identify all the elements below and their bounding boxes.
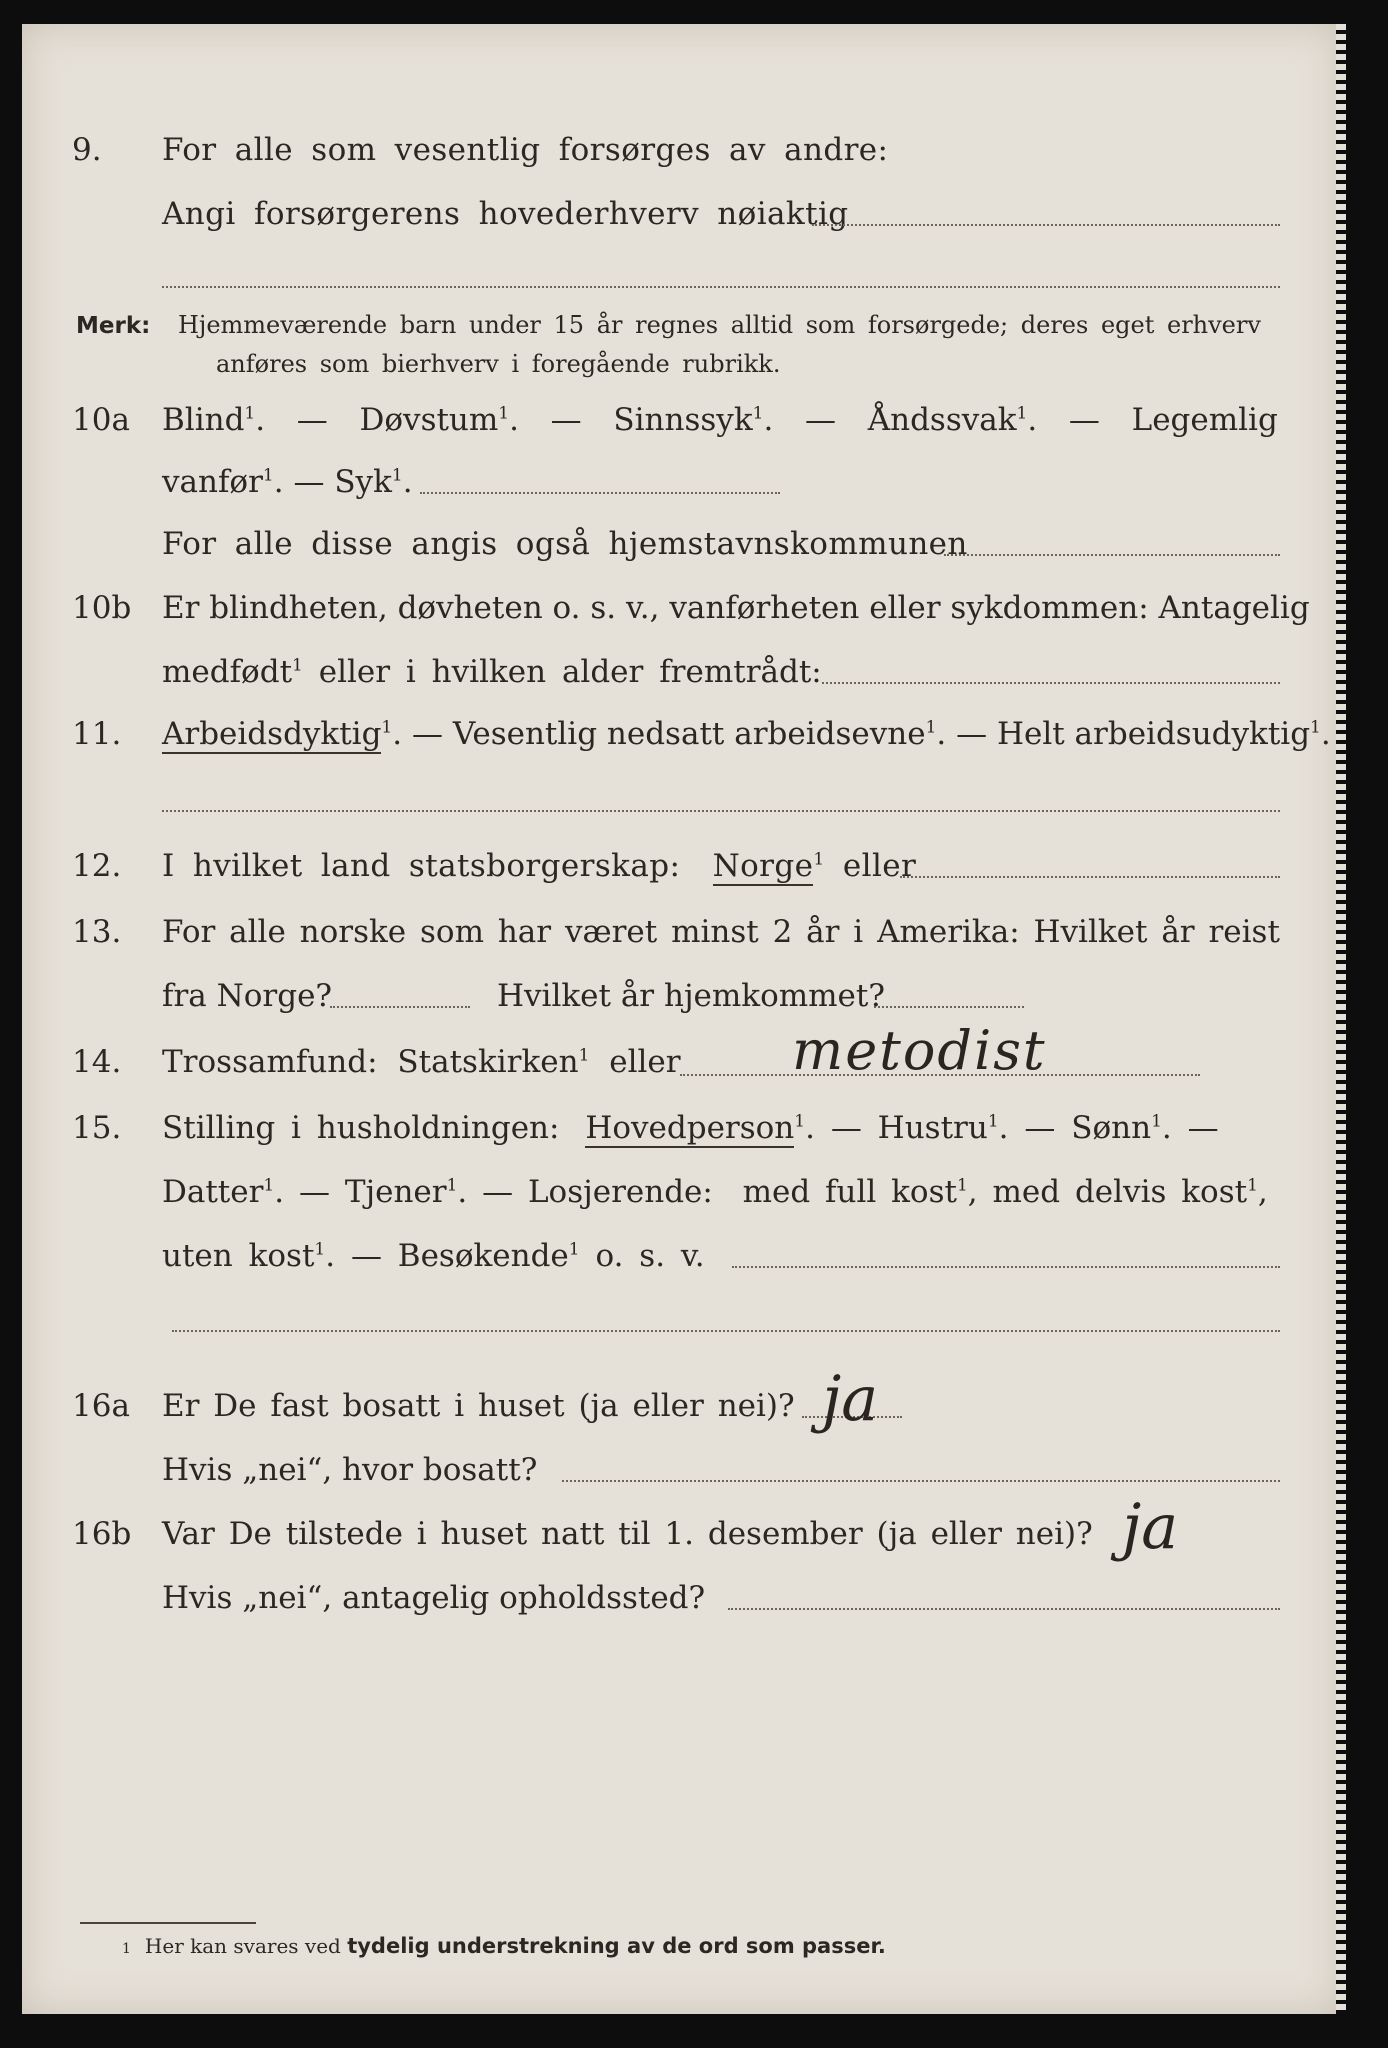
footnote-bold: tydelig understrekning av de ord som passer. [347,1934,886,1958]
q9-line2 [22,196,1340,246]
q14-label: Trossamfund: [162,1044,378,1080]
option-dovstum[interactable]: Døvstum [359,402,499,438]
option-vanfor[interactable]: vanfør [162,464,263,500]
q10a-options-2: vanfør$^1$. — Syk$^1$. [162,464,413,500]
q16b-opphold-line[interactable] [728,1608,1280,1610]
q13-reist-label: fra Norge? [162,978,333,1014]
option-hustru[interactable]: Hustru [877,1110,988,1146]
option-legemlig[interactable]: Legemlig [1131,402,1278,438]
q10b-line1 [22,590,1340,640]
q15-options-2: Datter$^1$. — Tjener$^1$. — Losjerende: med full kost$^1$, med delvis kost$^1$, [162,1174,1268,1210]
q15-options-1: Stilling i husholdningen: Hovedperson$^1$. — Hustru$^1$. — Sønn$^1$. — [162,1110,1219,1146]
q14-number: 14. [72,1044,122,1080]
option-andssvak[interactable]: Åndssvak [867,402,1017,438]
option-datter[interactable]: Datter [162,1174,264,1210]
q15-line2 [22,1174,1340,1224]
option-nedsatt[interactable]: Vesentlig nedsatt arbeidsevne [452,716,926,752]
q13-text: For alle norske som har været minst 2 år i Amerika: Hvilket år reist [162,914,1280,950]
q15-options-3: uten kost$^1$. — Besøkende$^1$ o. s. v. [162,1238,705,1274]
q10b-answer-line[interactable] [822,682,1280,684]
footnote-prefix: Her kan svares ved [144,1934,341,1958]
q13-hjemkommet-line[interactable] [874,1006,1024,1008]
q10b-text: Er blindheten, døvheten o. s. v., vanførheten eller sykdommen: Antagelig [162,590,1310,626]
q13-hjemkommet-label: Hvilket år hjemkommet? [497,978,885,1014]
q16a-line1 [22,1388,1340,1438]
q10a-line1 [22,402,1340,452]
option-tjener[interactable]: Tjener [344,1174,447,1210]
q15-label: Stilling i husholdningen: [162,1110,560,1146]
q10b-line2 [22,654,1340,704]
q9-answer-line-2[interactable] [162,286,1280,288]
q9-number: 9. [72,132,102,168]
q14-line [22,1044,1340,1094]
q10b-number: 10b [72,590,132,626]
option-statskirken[interactable]: Statskirken [397,1044,579,1080]
option-arbeidsdyktig-selected[interactable]: Arbeidsdyktig [162,716,382,752]
q10a-hometown-line[interactable] [944,554,1280,556]
option-udyktig[interactable]: Helt arbeidsudyktig [996,716,1311,752]
option-syk[interactable]: Syk [334,464,392,500]
q9-provider-label: Angi forsørgerens hovederhverv nøiaktig [162,196,849,232]
footnote [122,1934,886,1958]
option-uten-kost[interactable]: uten kost [162,1238,315,1274]
option-full-kost[interactable]: med full kost [742,1174,957,1210]
q14-eller: eller [609,1044,681,1080]
q15-answer-line-2[interactable] [172,1330,1280,1332]
q12-eller: eller [842,848,917,884]
option-sinnssyk[interactable]: Sinnssyk [613,402,753,438]
q13-line1 [22,914,1340,964]
q12-line [22,848,1340,898]
q10b-age-label: eller i hvilken alder fremtrådt: [318,654,822,690]
q11-number: 11. [72,716,122,752]
q10a-number: 10a [72,402,130,438]
merk-line1: Hjemmeværende barn under 15 år regnes alltid som forsørgede; deres eget erhverv [177,311,1261,339]
q13-number: 13. [72,914,122,950]
option-norge-selected[interactable]: Norge [712,848,814,884]
option-blind[interactable]: Blind [162,402,245,438]
q10a-line2 [22,464,1340,514]
q16b-handwritten-answer: ja [1122,1490,1179,1563]
q14-text: Trossamfund: Statskirken$^1$ eller [162,1044,681,1080]
q9-text: For alle som vesentlig forsørges av andre: [162,132,889,168]
q16a-text: Er De fast bosatt i huset (ja eller nei)? [162,1388,795,1424]
q16a-bosatt-label: Hvis „nei“, hvor bosatt? [162,1452,538,1488]
q16b-text: Var De tilstede i huset natt til 1. desember (ja eller nei)? [162,1516,1093,1552]
option-besokende[interactable]: Besøkende [397,1238,569,1274]
q15-number: 15. [72,1110,122,1146]
q11-options: Arbeidsdyktig$^1$. — Vesentlig nedsatt arbeidsevne$^1$. — Helt arbeidsudyktig$^1$. [162,716,1331,752]
option-sonn[interactable]: Sønn [1071,1110,1152,1146]
option-hovedperson-selected[interactable]: Hovedperson [585,1110,795,1146]
q15-line3 [22,1238,1340,1288]
q15-losjerende: Losjerende: [527,1174,713,1210]
merk-note [76,306,1261,383]
q12-number: 12. [72,848,122,884]
q12-text: I hvilket land statsborgerskap: Norge$^1$ eller [162,848,917,884]
q16a-bosatt-line[interactable] [562,1480,1280,1482]
q10a-options: Blind$^1$. — Døvstum$^1$. — Sinnssyk$^1$. — Åndssvak$^1$. — Legemlig [162,402,1278,438]
q16a-number: 16a [72,1388,130,1424]
q16b-opphold-label: Hvis „nei“, antagelig opholdssted? [162,1580,706,1616]
census-form-page [22,24,1340,2014]
q16a-handwritten-answer: ja [822,1362,879,1435]
option-delvis-kost[interactable]: med delvis kost [992,1174,1248,1210]
option-medfodt[interactable]: medfødt [162,654,293,690]
q15-line1 [22,1110,1340,1160]
q16b-number: 16b [72,1516,132,1552]
q10a-line3 [22,526,1340,576]
q11-line [22,716,1340,766]
merk-line2: anføres som bierhverv i foregående rubrikk. [216,350,781,378]
q9-answer-line[interactable] [812,224,1280,226]
q10a-hometown-label: For alle disse angis også hjemstavnskommunen [162,526,968,562]
footnote-rule [80,1922,256,1924]
q11-answer-line[interactable] [162,810,1280,812]
q15-osv: o. s. v. [595,1238,705,1274]
q10b-text-2: medfødt$^1$ eller i hvilken alder fremtrådt: [162,654,822,690]
q13-line2 [22,978,1340,1028]
footnote-mark: 1 [122,1941,131,1957]
q12-answer-line[interactable] [900,876,1280,878]
q9-line1 [22,132,1340,182]
merk-label: Merk: [76,313,151,339]
q13-reist-line[interactable] [330,1006,470,1008]
q15-answer-line[interactable] [732,1266,1280,1268]
q12-label: I hvilket land statsborgerskap: [162,848,681,884]
q16b-line2 [22,1580,1340,1630]
q10a-answer-line[interactable] [420,492,780,494]
q14-handwritten-answer: metodist [792,1019,1047,1082]
